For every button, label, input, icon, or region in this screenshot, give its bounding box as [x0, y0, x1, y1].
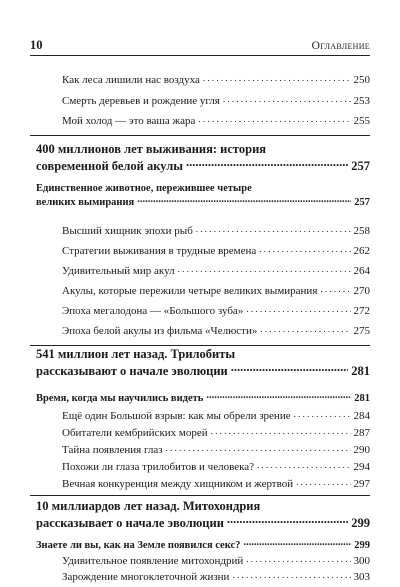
toc-entry[interactable]	[30, 263, 370, 277]
toc-chapter-title-line1: 541 миллион лет назад. Трилобиты	[36, 347, 236, 361]
toc-entry[interactable]	[30, 113, 370, 127]
toc-section-title: Время, когда мы научились видеть	[36, 392, 204, 404]
toc-section-title: великих вымирания	[36, 196, 135, 208]
toc-entry[interactable]	[30, 72, 370, 86]
toc-entry-page: 300	[353, 555, 370, 567]
toc-entry-page: 250	[353, 74, 370, 86]
toc-entry[interactable]	[30, 442, 370, 456]
dot-leader	[166, 442, 351, 453]
toc-entry[interactable]	[30, 569, 370, 583]
toc-chapter-title-line1: 10 миллиардов лет назад. Митохондрия	[36, 499, 261, 513]
dot-leader	[232, 569, 350, 580]
dot-leader	[294, 408, 351, 419]
toc-entry-page: 253	[353, 95, 370, 107]
dot-leader	[178, 263, 351, 274]
dot-leader	[196, 223, 351, 234]
dot-leader	[257, 459, 350, 470]
toc-chapter[interactable]	[30, 142, 370, 174]
toc-entry-title: Ещё один Большой взрыв: как мы обрели зрение	[62, 410, 291, 422]
toc-section[interactable]	[30, 537, 370, 551]
dot-leader	[211, 425, 351, 436]
toc-entry-title: Стратегии выживания в трудные времена	[62, 245, 257, 257]
dot-leader	[223, 93, 351, 104]
dot-leader	[137, 194, 351, 205]
dot-leader	[203, 72, 351, 83]
toc-entry[interactable]	[30, 243, 370, 257]
toc-entry-page: 270	[353, 285, 370, 297]
toc-entry-title: Смерть деревьев и рождение угля	[62, 95, 220, 107]
dot-leader	[227, 514, 348, 527]
dot-leader	[246, 303, 350, 314]
toc-entry-title: Эпоха мегалодона — «Большого зуба»	[62, 305, 244, 317]
toc-entry-title: Зарождение многоклеточной жизни	[62, 571, 230, 583]
toc-entry[interactable]	[30, 425, 370, 439]
toc-entry-page: 297	[353, 478, 370, 490]
dot-leader	[243, 537, 351, 548]
toc-chapter-title: рассказывают о начале эволюции	[36, 363, 228, 378]
toc-section-page: 257	[354, 196, 370, 208]
toc-section-page: 281	[354, 392, 370, 404]
toc-entry-page: 262	[353, 245, 370, 257]
toc-entry-title: Высший хищник эпохи рыб	[62, 225, 193, 237]
toc-entry-title: Похожи ли глаза трилобитов и человека?	[62, 461, 255, 473]
toc-section-title: Знаете ли вы, как на Земле появился секс?	[36, 539, 241, 551]
toc-entry-page: 275	[353, 325, 370, 337]
toc-entry-page: 284	[353, 410, 370, 422]
toc-chapter[interactable]	[30, 499, 370, 531]
toc-entry-title: Мой холод — это ваша жара	[62, 115, 196, 127]
toc-section-title-line1: Единственное животное, пережившее четыре	[36, 183, 252, 194]
dot-leader	[320, 283, 350, 294]
toc-entry-page: 290	[353, 444, 370, 456]
toc-chapter-title: рассказывает о начале эволюции	[36, 515, 224, 530]
toc-chapter-title: современной белой акулы	[36, 158, 183, 173]
toc-chapter-page: 299	[351, 515, 370, 530]
dot-leader	[296, 476, 350, 487]
section-divider	[30, 135, 370, 136]
toc-section[interactable]	[30, 183, 370, 208]
toc-chapter-title-line1: 400 миллионов лет выживания: история	[36, 142, 267, 156]
toc-entry[interactable]	[30, 553, 370, 567]
toc-entry-page: 272	[353, 305, 370, 317]
toc-entry[interactable]	[30, 476, 370, 490]
toc-entry-title: Тайна появления глаз	[62, 444, 163, 456]
page-number: 10	[30, 38, 43, 52]
toc-entry[interactable]	[30, 323, 370, 337]
toc-entry-title: Как леса лишили нас воздуха	[62, 74, 200, 86]
toc-entry[interactable]	[30, 283, 370, 297]
toc-section[interactable]	[30, 390, 370, 404]
page-header	[30, 38, 370, 53]
toc-entry[interactable]	[30, 223, 370, 237]
dot-leader	[260, 323, 350, 334]
toc-entry-title: Обитатели кембрийских морей	[62, 427, 208, 439]
header-rule	[30, 55, 370, 56]
toc-entry-page: 287	[353, 427, 370, 439]
section-divider	[30, 345, 370, 346]
dot-leader	[186, 157, 348, 170]
toc-entry-title: Эпоха белой акулы из фильма «Челюсти»	[62, 325, 258, 337]
toc-section-page: 299	[354, 539, 370, 551]
toc-entry[interactable]	[30, 303, 370, 317]
dot-leader	[198, 113, 350, 124]
dot-leader	[206, 390, 351, 401]
toc-entry-title: Акулы, которые пережили четыре великих вымирания	[62, 285, 318, 297]
dot-leader	[246, 553, 350, 564]
toc-entry-page: 303	[353, 571, 370, 583]
dot-leader	[259, 243, 350, 254]
section-divider	[30, 495, 370, 496]
toc-entry[interactable]	[30, 93, 370, 107]
toc-entry-title: Удивительный мир акул	[62, 265, 175, 277]
running-title: Оглавление	[311, 40, 370, 52]
toc-entry-page: 294	[353, 461, 370, 473]
dot-leader	[231, 362, 349, 375]
toc-entry-title: Вечная конкуренция между хищником и жертвой	[62, 478, 294, 490]
toc-entry-page: 264	[353, 265, 370, 277]
toc-chapter[interactable]	[30, 347, 370, 379]
toc-chapter-page: 257	[351, 158, 370, 173]
toc-entry-page: 258	[353, 225, 370, 237]
toc-entry-page: 255	[353, 115, 370, 127]
toc-entry[interactable]	[30, 459, 370, 473]
toc-chapter-page: 281	[351, 363, 370, 378]
toc-entry[interactable]	[30, 408, 370, 422]
toc-entry-title: Удивительное появление митохондрий	[62, 555, 244, 567]
